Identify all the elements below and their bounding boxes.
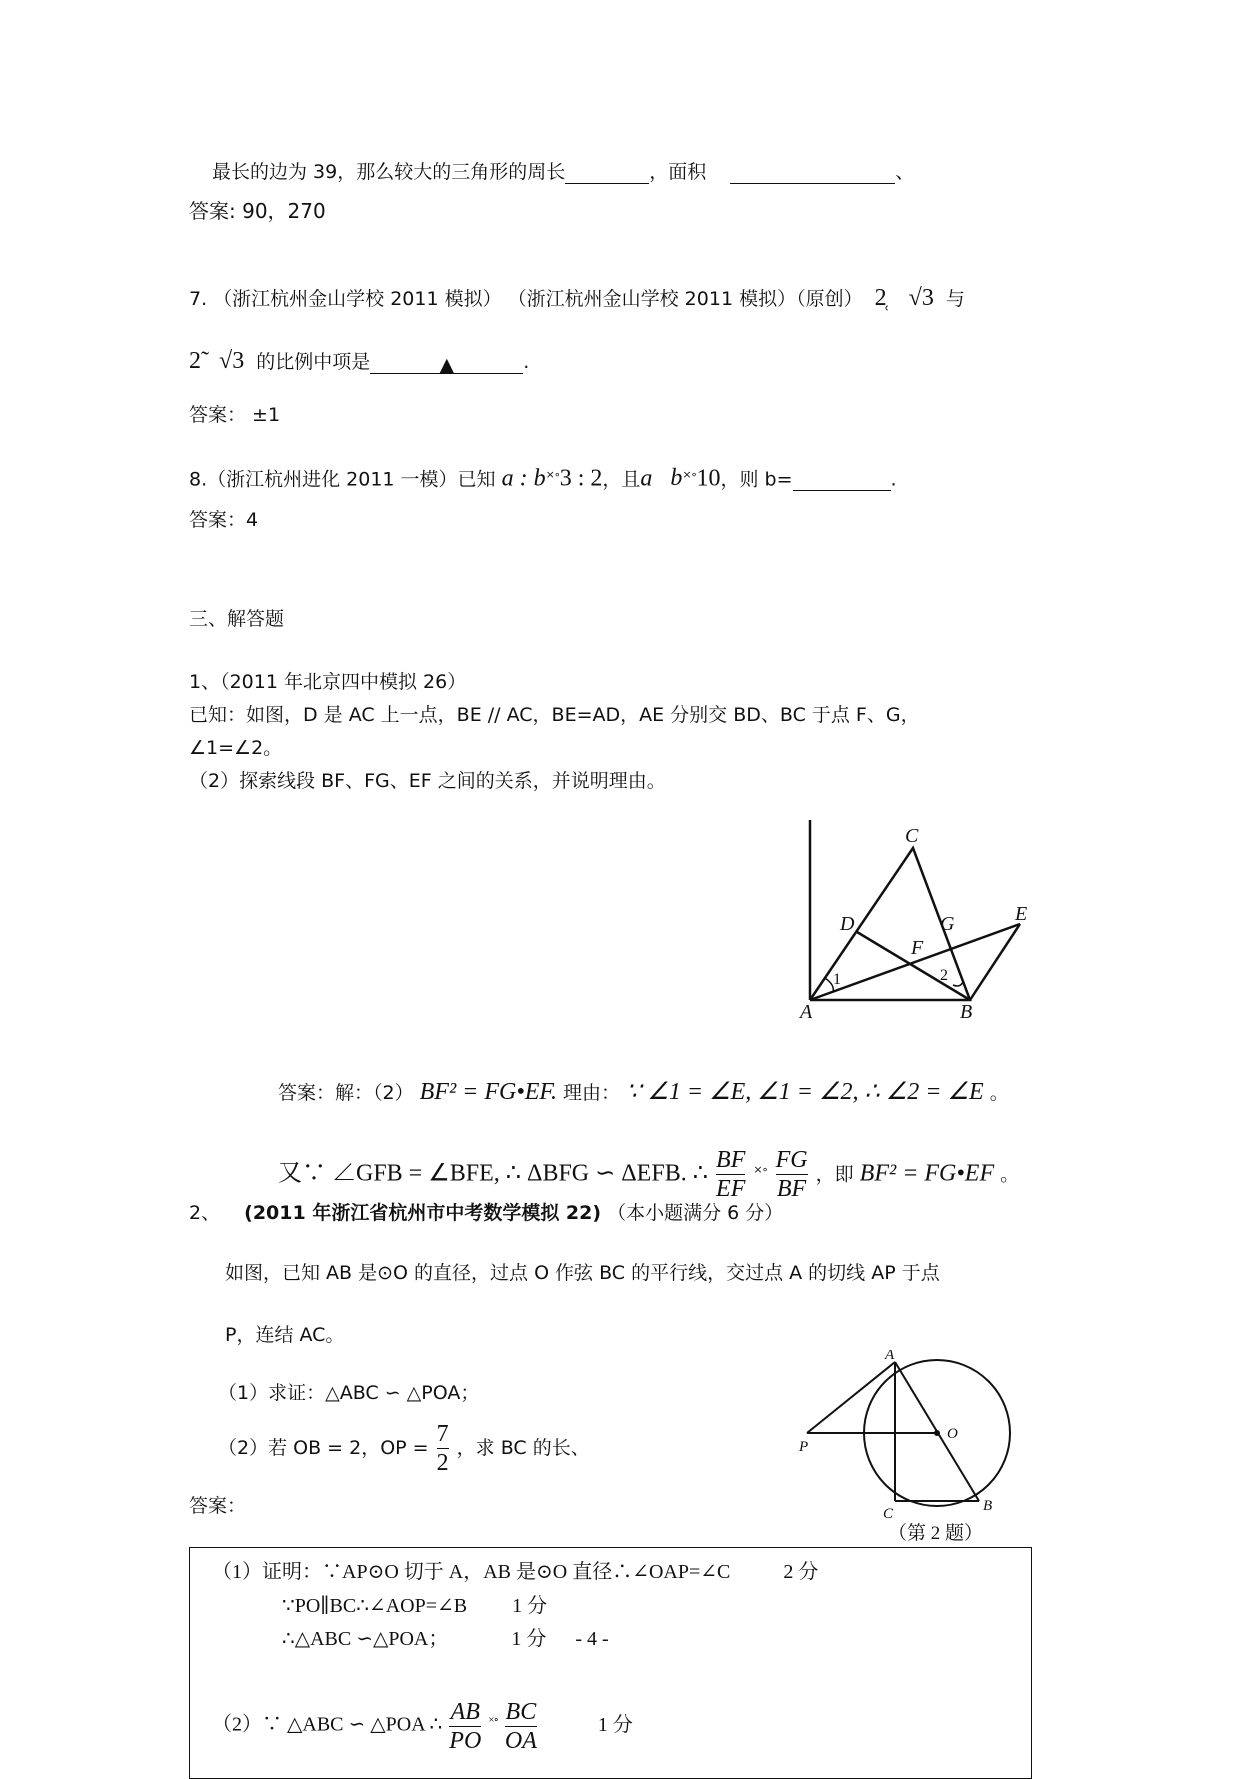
q7-answer-blank[interactable]	[370, 353, 523, 374]
box-l4-text: （2）∵ △ABC ∽ △POA ∴	[212, 1713, 443, 1736]
q7-line1	[189, 286, 965, 311]
p1-triangle-figure	[795, 820, 1045, 1020]
p1-label-g: G	[940, 913, 955, 935]
p1-answer-line2	[278, 1140, 1020, 1203]
p1-ans1-b: BF² = FG•EF.	[419, 1079, 557, 1105]
q6-area-blank[interactable]	[730, 163, 895, 184]
q8-line	[189, 463, 897, 491]
p1-label-d: D	[840, 913, 855, 935]
box-l3-score: 1 分	[511, 1628, 547, 1650]
p1-ans2-d: 。	[1000, 1163, 1020, 1186]
p2-label-a: A	[885, 1350, 895, 1363]
p1-frac2-den: BF	[776, 1176, 807, 1203]
p2-tangent-ap	[807, 1362, 895, 1433]
q6-text-line	[212, 160, 914, 184]
q6-answer: 答案: 90，270	[189, 199, 326, 223]
q7-expr2: 2̃	[189, 348, 201, 374]
q7-sqrt3-a: √3	[908, 285, 934, 311]
q8-tail: ，则 b=	[720, 468, 793, 491]
p1-frac1	[716, 1146, 745, 1203]
p2-label-b: B	[983, 1498, 993, 1514]
p2-sub2-a: （2）若 OB = 2，OP =	[218, 1437, 429, 1459]
q7-tail: 的比例中项是	[256, 351, 371, 373]
p1-frac2-num: FG	[775, 1147, 808, 1174]
p2-center-dot	[934, 1430, 940, 1436]
p1-label-c: C	[905, 825, 919, 847]
p1-ans1-d: ∵ ∠1 = ∠E, ∠1 = ∠2, ∴ ∠2 = ∠E	[626, 1079, 984, 1105]
box-frac2-num: BC	[505, 1698, 537, 1725]
p1-line1: 已知：如图，D 是 AC 上一点，BE // AC，BE=AD，AE 分别交 BD、BC 于点 F、G，	[189, 704, 920, 726]
q7-expr1: 2̜	[874, 285, 887, 311]
box-l2-text: ∵PO∥BC∴∠AOP=∠B	[282, 1595, 468, 1617]
p2-line1: 如图，已知 AB 是⊙O 的直径，过点 O 作弦 BC 的平行线，交过点 A 的切线 AP 于点	[225, 1262, 940, 1284]
p2-score: （本小题满分 6 分）	[607, 1202, 784, 1224]
p2-answer-label: 答案：	[189, 1495, 247, 1517]
q8-eq-sym: ×∘	[545, 468, 560, 481]
p1-ans1-a: 答案：解：（2）	[278, 1082, 414, 1104]
p1-label-e: E	[1015, 903, 1028, 925]
box-frac1-den: PO	[449, 1727, 482, 1754]
p1-label-b: B	[960, 1001, 973, 1020]
box-l2-score: 1 分	[512, 1595, 548, 1617]
q8-answer-blank[interactable]	[793, 470, 891, 491]
p1-ans2-b: ，即	[815, 1163, 854, 1186]
p1-ans2-a: 又∵ ∠GFB = ∠BFE, ∴ ΔBFG ∽ ΔEFB. ∴	[278, 1160, 708, 1187]
p2-label-c: C	[883, 1506, 894, 1520]
p1-angle2-label: 2	[940, 967, 948, 984]
q7-line2	[189, 349, 529, 374]
section-heading: 三、解答题	[189, 608, 285, 630]
q6-mid: ，面积	[649, 161, 707, 183]
p1-title: 1、（2011 年北京四中模拟 26）	[189, 671, 467, 693]
p2-title: (2011 年浙江省杭州市中考数学模拟 22)	[244, 1202, 602, 1224]
box-line1	[212, 1560, 818, 1584]
box-l3-text: ∴△ABC ∽△POA；	[282, 1628, 449, 1650]
p1-line3: （2）探索线段 BF、FG、EF 之间的关系，并说明理由。	[189, 770, 666, 792]
p1-ans2-c: BF² = FG•EF	[859, 1160, 995, 1187]
q8-ten: 10	[696, 465, 721, 492]
p1-frac1-den: EF	[716, 1176, 746, 1203]
p2-circle-figure	[795, 1350, 1025, 1520]
box-frac2	[505, 1698, 537, 1755]
page-number: - 4 -	[575, 1628, 609, 1650]
p2-label-o: O	[947, 1426, 958, 1442]
p2-sub2-num: 7	[436, 1421, 449, 1447]
q7-answer: 答案： ±1	[189, 404, 281, 426]
q8-ratio-value: 3 : 2	[559, 465, 603, 492]
p2-title-line	[189, 1201, 783, 1225]
q8-prefix: 8.（浙江杭州进化 2011 一模）已知	[189, 468, 496, 491]
q6-end: 、	[895, 161, 915, 183]
p1-line2: ∠1=∠2。	[189, 737, 283, 759]
q7-period: .	[523, 351, 530, 373]
p1-label-a: A	[800, 1001, 813, 1020]
box-frac1-num: AB	[450, 1698, 480, 1725]
p1-angle1-label: 1	[833, 971, 841, 988]
p1-answer-line1	[278, 1080, 1009, 1105]
p2-title-num: 2、	[189, 1202, 221, 1224]
p1-angle2-arc	[953, 982, 963, 986]
p2-label-p: P	[799, 1439, 809, 1455]
q8-period: .	[890, 468, 897, 491]
box-frac2-den: OA	[504, 1727, 537, 1754]
q6-perimeter-blank[interactable]	[565, 163, 649, 184]
box-l1-score: 2 分	[783, 1561, 819, 1583]
p1-line-ae	[810, 924, 1020, 1000]
p2-figure-caption: （第 2 题）	[888, 1523, 984, 1544]
box-line4	[212, 1690, 633, 1754]
q8-sum-b: b	[670, 465, 683, 492]
q6-text: 最长的边为 39，那么较大的三角形的周长	[212, 161, 566, 183]
q8-mid: ，且	[602, 468, 641, 491]
q8-sum-a: a	[640, 465, 653, 492]
p2-sub2-frac	[437, 1420, 449, 1477]
p2-sub2-den: 2	[436, 1450, 449, 1476]
q8-eq-sym-2: ×∘	[682, 468, 697, 481]
q7-with: 与	[945, 288, 965, 310]
q7-triangle-icon: ▲	[439, 354, 455, 376]
box-eq-sym: ×∘	[488, 1714, 498, 1726]
q8-answer: 答案：4	[189, 509, 259, 531]
p1-eq-sym: ×∘	[753, 1163, 768, 1176]
p2-sub2-b: ，求 BC 的长、	[456, 1437, 590, 1459]
p2-sub1: （1）求证：△ABC ∽ △POA；	[218, 1382, 480, 1404]
box-line3	[282, 1627, 609, 1651]
p2-sub2	[218, 1418, 590, 1478]
box-frac1	[449, 1698, 481, 1755]
p1-frac1-num: BF	[716, 1147, 746, 1174]
p1-ans1-e: 。	[989, 1082, 1009, 1104]
q7-sqrt3-b: √3	[219, 348, 245, 374]
p1-ans1-c: 理由：	[563, 1082, 621, 1104]
box-line2	[282, 1594, 547, 1618]
p1-label-f: F	[911, 937, 924, 959]
p2-line2: P，连结 AC。	[225, 1324, 345, 1346]
box-l1-text: （1）证明：∵AP⊙O 切于 A，AB 是⊙O 直径∴∠OAP=∠C	[212, 1561, 731, 1583]
p1-line-be	[970, 924, 1020, 1000]
q7-prefix: 7. （浙江杭州金山学校 2011 模拟） （浙江杭州金山学校 2011 模拟）（原创）	[189, 288, 863, 310]
p1-frac2	[776, 1146, 808, 1203]
q8-ratio: a : b	[501, 465, 546, 492]
box-l4-score: 1 分	[597, 1713, 633, 1736]
